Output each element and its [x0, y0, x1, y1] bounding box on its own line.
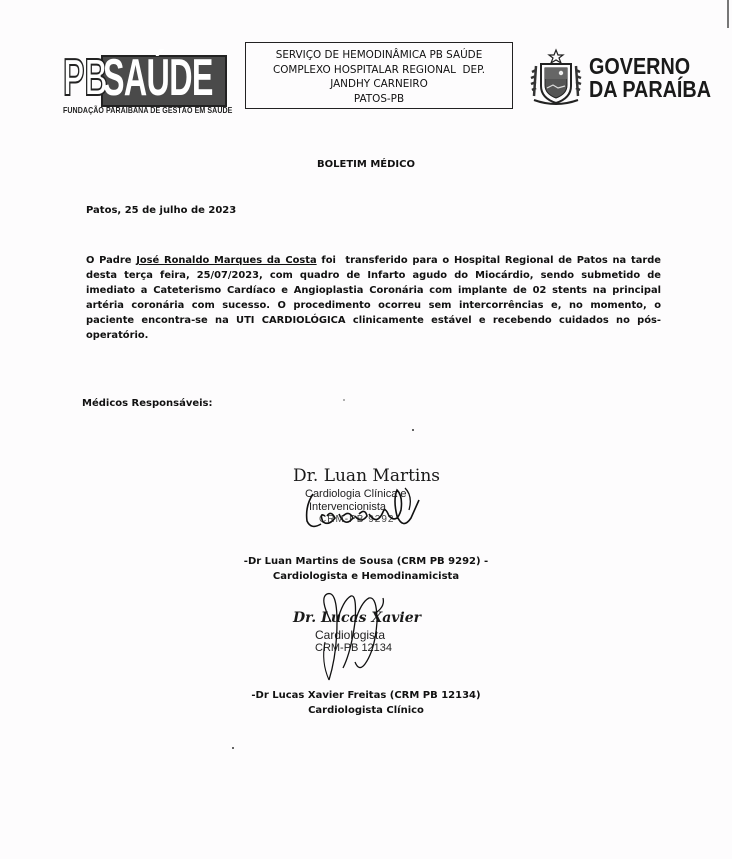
- document-body: [86, 253, 665, 343]
- stamp-specialty-2: Intervencionista: [309, 501, 387, 513]
- governo-text-line2: DA PARAÍBA: [589, 76, 711, 102]
- stamp-crm: CRM-PB 12134: [315, 642, 393, 654]
- stamp-specialty: Cardiologia Clínica e: [305, 488, 407, 500]
- header-line: PATOS-PB: [353, 92, 405, 105]
- stamp-crm: CRM-PB 9292: [319, 514, 395, 525]
- governo-text-line1: GOVERNO: [589, 53, 691, 79]
- pb-saude-logo: [63, 49, 233, 118]
- doctor-2-name: -Dr Lucas Xavier Freitas (CRM PB 12134): [251, 690, 481, 701]
- stamp-name: Dr. Lucas Xavier: [293, 610, 422, 626]
- saude-logo-mark: SAÚDE: [103, 49, 213, 107]
- body-text: foi transferido para o Hospital Regional de Patos na tarde desta terça feira, 25/07/2023, com quadro de Infarto agudo do Miocárdio, sendo submetido de imediato a Cateterismo Cardíaco e Angioplastia Coronária com implante de 02 stents na principal artéria coronária com sucesso. O procedimento ocorreu sem intercorrências e, no momento, o paciente encontra-se na UTI CARDIOLÓGICA clinicamente estável e recebendo cuidados no pós-operatório.: [86, 255, 665, 341]
- responsible-label: Médicos Responsáveis:: [82, 398, 213, 409]
- governo-paraiba-text: [589, 55, 711, 101]
- header-line: JANDHY CARNEIRO: [330, 78, 428, 90]
- header-box: [245, 42, 513, 109]
- scan-speck: [343, 399, 345, 401]
- document-date: Patos, 25 de julho de 2023: [86, 205, 237, 216]
- governo-paraiba-logo: [528, 48, 718, 110]
- pb-logo-mark: PB: [63, 49, 108, 107]
- scan-speck: [232, 747, 234, 749]
- handwritten-signature-icon: [285, 466, 445, 536]
- stamp-specialty: Cardiologista: [315, 628, 386, 642]
- pb-saude-subtitle: FUNDAÇÃO PARAIBANA DE GESTÃO EM SAÚDE: [63, 106, 233, 115]
- handwritten-signature-icon: [285, 592, 445, 682]
- doctor-1-name: -Dr Luan Martins de Sousa (CRM PB 9292) -: [243, 556, 489, 567]
- doctor-2-role: Cardiologista Clínico: [308, 705, 424, 716]
- body-prefix: O Padre: [86, 255, 137, 266]
- header-line: COMPLEXO HOSPITALAR REGIONAL DEP.: [272, 63, 486, 76]
- scan-speck: [412, 429, 414, 431]
- coat-of-arms-icon: [528, 48, 584, 108]
- doctor-2-printed: [0, 688, 732, 718]
- stamp-name: Dr. Luan Martins: [293, 466, 441, 486]
- document-title: BOLETIM MÉDICO: [317, 159, 415, 170]
- scan-edge-line: [727, 0, 729, 28]
- header-line: SERVIÇO DE HEMODINÂMICA PB SAÚDE: [275, 49, 483, 61]
- signature-stamp-luan: [285, 466, 445, 536]
- doctor-1-printed: [0, 554, 732, 584]
- doctor-1-role: Cardiologista e Hemodinamicista: [272, 571, 460, 582]
- signature-stamp-lucas: [285, 592, 445, 682]
- patient-name: José Ronaldo Marques da Costa: [136, 255, 317, 266]
